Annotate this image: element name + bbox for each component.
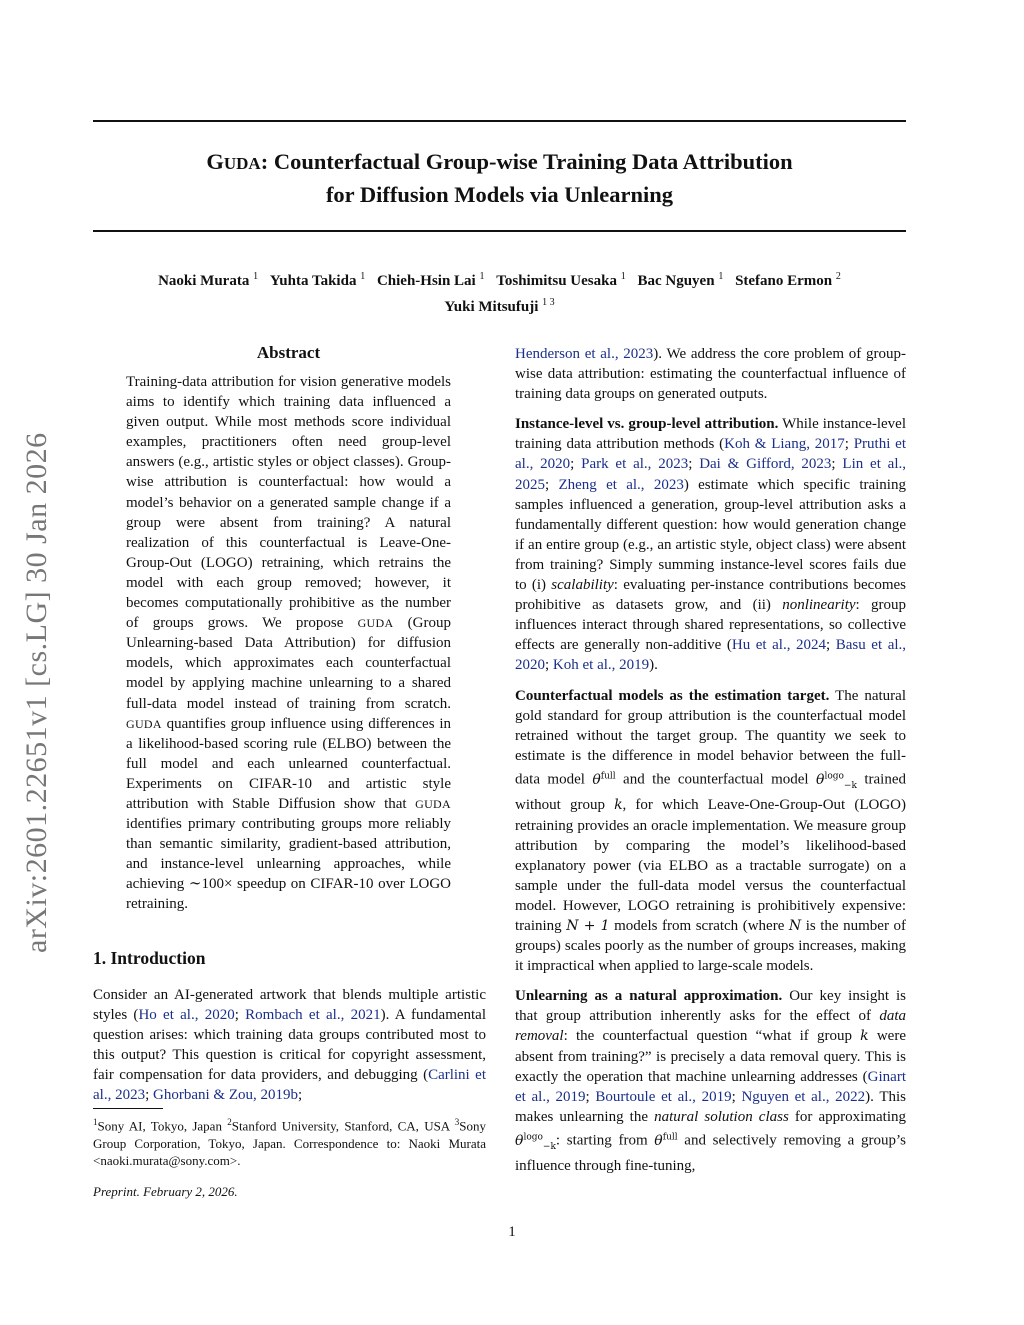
math-theta-full (592, 772, 615, 788)
text-run: Consider an AI-generated artwork that blends multiple artistic styles ( (93, 987, 486, 1024)
text-run: : the counterfactual question “what if group (563, 1028, 861, 1045)
paragraph: Instance-level vs. group-level attribution. While instance-level training data attribution methods (Koh & Liang, 2017; Pruthi et al., 2020; Park et al., 2023; Dai & Gifford, 2023; Lin et al., 2025; Zheng et al., 2023) estimate which specific training samples influenced a generation, group-level attribution asks a fundamentally different question: how would generation change if an entire group (e.g., an artistic style, object class) were absent from training? Simply summing instance-level scores fails due to (i) scalability: evaluating per-instance contributions becomes prohibitive as datasets grow, and (ii) nonlinearity: group influences interact through shared representations, so collective effects are generally non-additive (Hu et al., 2024; Basu et al., 2020; Koh et al., 2019). (515, 416, 907, 674)
footnote-text: Sony Group Corporation, Tokyo, Japan. Correspondence to: Naoki Murata <naoki.murata@sony.com>. (93, 1118, 486, 1169)
footnote-marker: 3 (454, 1117, 460, 1127)
abstract-text (126, 372, 451, 915)
math-k: k (860, 1028, 869, 1045)
text-run: : starting from (555, 1132, 655, 1149)
abstract-part: (Group Unlearning-based Data Attribution) for diffusion models, which approximates each counterfactual model by applying machine unlearning to a shared full-data model instead of training from scratch. (126, 615, 451, 712)
text-run: models from scratch (where (609, 917, 789, 934)
math-k: k (614, 797, 623, 814)
emphasis: natural solution class (654, 1108, 789, 1125)
text-run: ). A fundamental question arises: which training data groups contributed most to this output? This question is critical for copyright assessment, fair compensation for data providers, and debugging ( (93, 1007, 487, 1084)
abstract-body (126, 372, 451, 915)
guda-name: GUDA (126, 716, 162, 731)
text-run: Our key insight is that group attribution inherently asks for the effect of (515, 988, 906, 1025)
author (444, 299, 554, 315)
footnote (93, 1114, 486, 1170)
paragraph-heading: Counterfactual models as the estimation target. (515, 687, 830, 704)
text-run: ). We address the core problem of group-wise data attribution: estimating the counterfactual influence of training data groups on generated outputs. (515, 346, 906, 403)
author (270, 273, 365, 289)
footnote-text: Stanford University, Stanford, CA, USA (231, 1118, 455, 1134)
paragraph: Unlearning as a natural approximation. Our key insight is that group attribution inherently asks for the effect of data removal: the counterfactual question “what if group k were absent from training?” is precisely a data removal query. This is exactly the operation that machine unlearning addresses (Ginart et al., 2019; Bourtoule et al., 2019; Nguyen et al., 2022). This makes unlearning the natural solution class for approximating $\theta^{logo}_{-k}$: starting from $\theta^{full}$ and selectively removing a group’s influence through fine-tuning, (515, 988, 906, 1175)
author-affiliation: 1 (360, 271, 366, 282)
math-superscript: logo (523, 1131, 543, 1142)
intro-body (93, 985, 486, 1106)
citation-link[interactable]: Henderson et al., 2023 (515, 346, 654, 362)
text-run: ). (649, 657, 658, 674)
author-affiliation: 2 (835, 271, 841, 282)
author (735, 273, 841, 289)
math-theta-logo (816, 770, 857, 791)
paragraph-heading: Instance-level vs. group-level attribution. (515, 416, 779, 433)
title-name-first: G (206, 149, 224, 174)
author-name: Yuhta Takida (269, 273, 357, 289)
page-number: 1 (508, 1224, 516, 1240)
text-run: and selectively removing a group’s influence through fine-tuning, (515, 1132, 906, 1175)
emphasis: scalability (551, 577, 614, 594)
emphasis: nonlinearity (782, 597, 856, 614)
text-run: While instance-level training data attribution methods ( (515, 416, 907, 453)
citation-link[interactable]: Bourtoule et al., 2019 (595, 1088, 732, 1105)
text-run: ; (297, 1087, 303, 1104)
text-run: ; (145, 1087, 153, 1104)
guda-name: GUDA (415, 796, 451, 811)
paragraph (515, 686, 906, 977)
title-line1: : Counterfactual Group-wise Training Data Attribution (260, 149, 793, 174)
math-superscript: full (600, 770, 616, 781)
author (377, 273, 485, 289)
author (496, 273, 625, 289)
title-line2: for Diffusion Models via Unlearning (325, 182, 674, 207)
paper-title (93, 146, 906, 210)
citation-link[interactable]: Ginart et al., 2019 (515, 1068, 906, 1105)
footnote-marker: 1 (93, 1117, 98, 1127)
author-name: Naoki Murata (158, 273, 250, 289)
math-subscript: −k (843, 780, 857, 791)
citation-link[interactable]: Ghorbani & Zou, 2019b (153, 1087, 298, 1104)
text-run: ). This makes unlearning the (515, 1088, 906, 1125)
text-run: : evaluating per-instance contributions becomes prohibitive as datasets grow, and (ii) (515, 577, 906, 614)
section-heading-introduction: 1. Introduction (93, 948, 206, 968)
text-run: : group influences interact through shared representations, so collective effects are generally non-additive ( (515, 597, 906, 654)
author-name: Bac Nguyen (637, 273, 715, 289)
citation-link[interactable]: Basu et al., 2020 (515, 637, 907, 674)
text-run: ) estimate which specific training samples influenced a generation, group-level attribution asks a fundamentally different question: how would generation change if an entire group (e.g., an artistic style, object class) were absent from training? Simply summing instance-level scores fails due to (i) (515, 476, 906, 594)
abstract-heading: Abstract (256, 343, 321, 362)
author-name: Toshimitsu Uesaka (496, 273, 617, 289)
title-name-rest: UDA (223, 154, 261, 173)
author-name: Chieh-Hsin Lai (376, 273, 476, 289)
text-run: for approximating (788, 1108, 906, 1125)
text-run: , for which Leave-One-Group-Out (LOGO) retraining provides an oracle implementation. We measure group attribution by comparing the model’s likelihood-based explanatory power (via ELBO as a tractable surrogate) on a sample under the full-data model versus the counterfactual model. However, LOGO retraining is prohibitively expensive: training (515, 797, 906, 934)
math-symbol: θ (654, 1132, 663, 1149)
citation-link[interactable]: Koh & Liang, 2017 (724, 436, 845, 453)
author-affiliation: 1 3 (542, 297, 555, 308)
right-column (515, 344, 906, 1177)
math-symbol: θ (515, 1132, 524, 1149)
footnote-text: Sony AI, Tokyo, Japan (97, 1118, 228, 1134)
emphasis: data removal (515, 1008, 906, 1045)
math-n-plus-one: N + 1 (566, 917, 610, 934)
math-superscript: logo (824, 770, 844, 781)
citation-link[interactable]: Koh et al., 2019 (552, 657, 650, 674)
footnote-marker: 2 (227, 1117, 232, 1127)
title-bottom-rule (93, 230, 906, 232)
math-theta-logo (515, 1131, 556, 1152)
citation-link[interactable]: Ho et al., 2020 (138, 1007, 235, 1024)
math-superscript: full (662, 1131, 678, 1142)
author-name: Yuki Mitsufuji (444, 299, 539, 315)
author-name: Stefano Ermon (735, 273, 833, 289)
citation-link[interactable]: Hu et al., 2024 (731, 637, 827, 654)
guda-name: GUDA (357, 616, 394, 631)
text-run: ; (234, 1007, 246, 1024)
author-affiliation: 1 (620, 271, 626, 282)
citation-link[interactable]: Park et al., 2023 (581, 456, 689, 473)
citation-link[interactable]: Zheng et al., 2023 (558, 476, 684, 493)
author-affiliation: 1 (253, 271, 259, 282)
citation-link[interactable]: Nguyen et al., 2022 (741, 1088, 866, 1105)
math-theta-full (654, 1133, 677, 1149)
preprint-note: Preprint. February 2, 2026. (93, 1184, 238, 1199)
abstract-part: Training-data attribution for vision generative models aims to identify which training data influenced a given output. While most methods score individual examples, practitioners often need group-level answers (e.g., artistic styles or object classes). Group-wise attribution is counterfactual: how would a model’s behavior on a generated sample change if a group were absent from training? A natural realization of this counterfactual is Leave-One-Group-Out (LOGO) retraining, which retrains the model with each group removed; however, it becomes computationally prohibitive as the number of groups grows. We propose (126, 374, 451, 632)
text-run: and the counterfactual model (615, 771, 816, 788)
math-symbol: θ (816, 771, 825, 788)
intro-paragraph (93, 985, 486, 1106)
abstract-part: identifies primary contributing groups more reliably than semantic similarity, gradient-based attribution, and instance-level unlearning approaches, while achieving ∼100× speedup on CIFAR-10 over LOGO retraining. (126, 816, 451, 913)
math-n: N (788, 917, 802, 934)
arxiv-watermark: arXiv:2601.22651v1 [cs.LG] 30 Jan 2026 (20, 432, 53, 953)
footnote-rule (93, 1108, 163, 1109)
top-rule (93, 120, 906, 122)
citation-link[interactable]: Pruthi et al., 2020 (515, 436, 906, 473)
text-run: were absent from training?” is precisely a data removal query. This is exactly the operation that machine unlearning addresses ( (515, 1028, 906, 1085)
citation-link[interactable]: Carlini et al., 2023 (93, 1067, 486, 1104)
text-run: The natural gold standard for group attribution is the counterfactual model retrained without the target group. The quantity we seek to estimate is the difference in model behavior between the full-data model (515, 687, 907, 788)
citation-link[interactable]: Rombach et al., 2021 (245, 1007, 381, 1024)
math-subscript: −k (542, 1141, 556, 1152)
text-run: is the number of groups) scales poorly as the number of groups increases, making it impractical when applied to large-scale models. (515, 917, 906, 975)
author (637, 273, 723, 289)
paragraph-heading: Unlearning as a natural approximation. (515, 988, 783, 1005)
text-run: trained without group (515, 771, 906, 814)
author-affiliation: 1 (479, 271, 485, 282)
paragraph (515, 344, 906, 404)
citation-link[interactable]: Lin et al., 2025 (515, 456, 907, 493)
author-list (93, 266, 906, 318)
abstract-part: quantifies group influence using differences in a likelihood-based scoring rule (ELBO) between the full model and each unlearned counterfactual. Experiments on CIFAR-10 and artistic style attribution with Stable Diffusion show that (126, 715, 451, 812)
author (158, 273, 258, 289)
author-affiliation: 1 (718, 271, 724, 282)
math-symbol: θ (592, 771, 601, 788)
citation-link[interactable]: Dai & Gifford, 2023 (699, 456, 832, 473)
